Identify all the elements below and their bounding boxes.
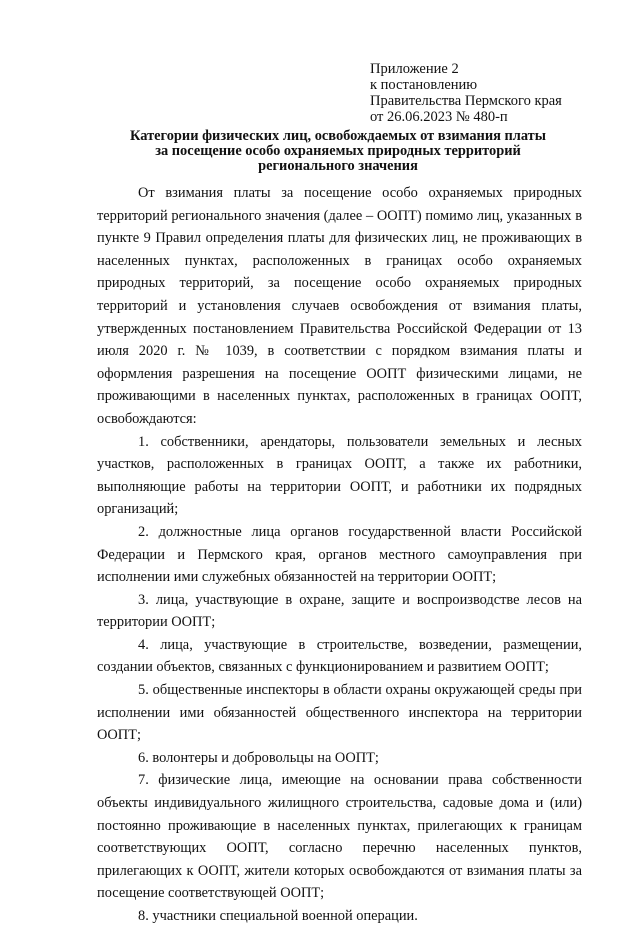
title-line: Категории физических лиц, освобождаемых от взимания платы <box>130 128 546 144</box>
appendix-line: к постановлению <box>370 77 478 93</box>
list-item: 3. лица, участвующие в охране, защите и воспроизводстве лесов на территории ООПТ; <box>97 591 582 631</box>
document-body <box>97 182 582 928</box>
list-item: 2. должностные лица органов государственной власти Российской Федерации и Пермского края, органов местного самоуправления при исполнении ими служебных обязанностей на территории ООПТ; <box>97 523 582 586</box>
list-item: 4. лица, участвующие в строительстве, возведении, размещении, создании объектов, связанных с функционированием и развитием ООПТ; <box>97 636 582 676</box>
intro-paragraph: От взимания платы за посещение особо охраняемых природных территорий регионального значения (далее – ООПТ) помимо лиц, указанных в пункте 9 Правил определения платы для физических лиц, не проживающих в населенных пунктах, расположенных в границах особо охраняемых природных территорий, за посещение особо охраняемых природных территорий и установления случаев освобождения от взимания платы, утвержденных постановлением Правительства Российской Федерации от 13 июля 2020 г. № 1039, в соответствии с порядком взимания платы и оформления разрешения на посещение ООПТ физическими лицами, не проживающими в населенных пунктах, расположенных в границах ООПТ, освобождаются: <box>97 185 582 427</box>
appendix-line: Приложение 2 <box>370 61 459 77</box>
document-title <box>100 129 576 174</box>
appendix-line: Правительства Пермского края <box>370 93 562 109</box>
list-item: 6. волонтеры и добровольцы на ООПТ; <box>138 749 379 766</box>
list-item: 1. собственники, арендаторы, пользователи земельных и лесных участков, расположенных в границах ООПТ, а также их работники, выполняющие работы на территории ООПТ, и работники их подрядных организаций; <box>97 433 582 518</box>
title-line: за посещение особо охраняемых природных территорий <box>155 143 521 159</box>
list-item: 8. участники специальной военной операции. <box>138 908 418 924</box>
list-item: 5. общественные инспекторы в области охраны окружающей среды при исполнении ими обязанностей общественного инспектора на территории ООПТ; <box>97 682 582 744</box>
list-item: 7. физические лица, имеющие на основании права собственности объекты индивидуального жилищного строительства, садовые дома и (или) постоянно проживающие в населенных пунктах, прилегающих к границам соответствующих ООПТ, согласно перечню населенных пунктов, прилегающих к ООПТ, жители которых освобождаются от взимания платы за посещение соответствующей ООПТ; <box>97 772 582 902</box>
title-line: регионального значения <box>258 158 418 174</box>
appendix-header <box>370 61 562 125</box>
appendix-line: от 26.06.2023 № 480-п <box>370 109 508 125</box>
